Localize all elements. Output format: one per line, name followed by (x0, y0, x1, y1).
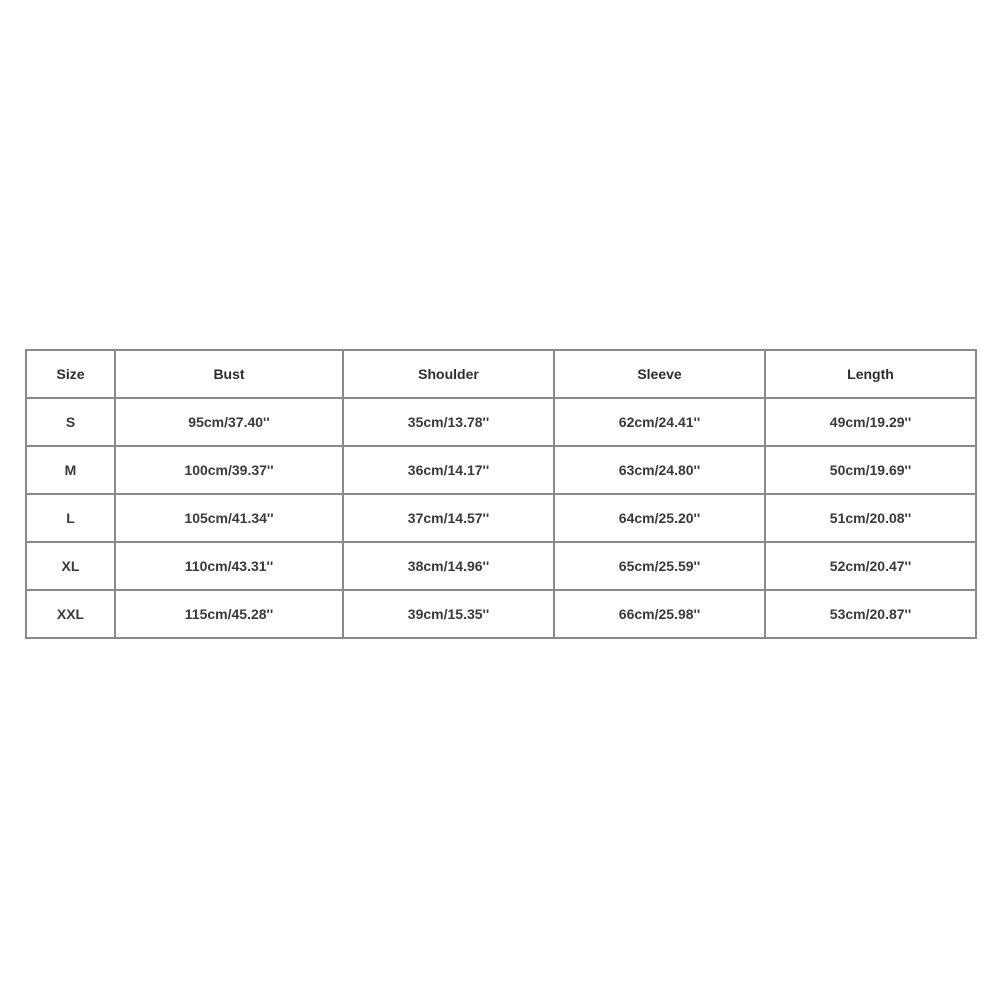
cell-bust: 100cm/39.37'' (115, 446, 343, 494)
cell-sleeve: 64cm/25.20'' (554, 494, 765, 542)
table-row (26, 446, 976, 494)
cell-length: 50cm/19.69'' (765, 446, 976, 494)
cell-shoulder: 37cm/14.57'' (343, 494, 554, 542)
cell-sleeve: 66cm/25.98'' (554, 590, 765, 638)
table-row (26, 542, 976, 590)
cell-length: 51cm/20.08'' (765, 494, 976, 542)
cell-size: XL (26, 542, 115, 590)
header-bust: Bust (115, 350, 343, 398)
cell-sleeve: 62cm/24.41'' (554, 398, 765, 446)
size-chart-table (25, 349, 977, 639)
table-row (26, 494, 976, 542)
cell-sleeve: 63cm/24.80'' (554, 446, 765, 494)
cell-length: 49cm/19.29'' (765, 398, 976, 446)
cell-bust: 95cm/37.40'' (115, 398, 343, 446)
cell-shoulder: 36cm/14.17'' (343, 446, 554, 494)
cell-bust: 110cm/43.31'' (115, 542, 343, 590)
table-row (26, 590, 976, 638)
cell-size: XXL (26, 590, 115, 638)
cell-bust: 115cm/45.28'' (115, 590, 343, 638)
cell-bust: 105cm/41.34'' (115, 494, 343, 542)
cell-shoulder: 38cm/14.96'' (343, 542, 554, 590)
header-size: Size (26, 350, 115, 398)
cell-size: M (26, 446, 115, 494)
cell-shoulder: 39cm/15.35'' (343, 590, 554, 638)
cell-length: 53cm/20.87'' (765, 590, 976, 638)
cell-shoulder: 35cm/13.78'' (343, 398, 554, 446)
cell-size: L (26, 494, 115, 542)
header-sleeve: Sleeve (554, 350, 765, 398)
table-row (26, 398, 976, 446)
cell-size: S (26, 398, 115, 446)
cell-length: 52cm/20.47'' (765, 542, 976, 590)
cell-sleeve: 65cm/25.59'' (554, 542, 765, 590)
header-length: Length (765, 350, 976, 398)
header-row (26, 350, 976, 398)
header-shoulder: Shoulder (343, 350, 554, 398)
